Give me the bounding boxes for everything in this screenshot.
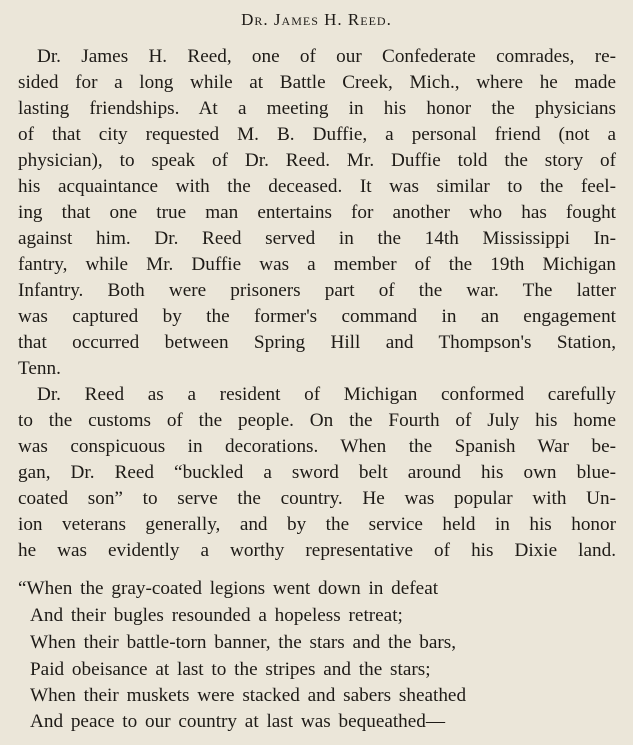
paragraph-2-line: he was evidently a worthy representative of his Dixie land. (18, 540, 616, 561)
paragraph-1-line: Tenn. (18, 358, 61, 379)
paragraph-2-line: to the customs of the people. On the Fourth of July his home (18, 410, 616, 431)
paragraph-1-line: against him. Dr. Reed served in the 14th Mississippi In- (18, 228, 616, 249)
paragraph-1-line: fantry, while Mr. Duffie was a member of the 19th Michigan (18, 254, 616, 275)
paragraph-1-line: of that city requested M. B. Duffie, a personal friend (not a (18, 124, 616, 145)
paragraph-2-line: was conspicuous in decorations. When the Spanish War be- (18, 436, 616, 457)
paragraph-1-line: Infantry. Both were prisoners part of the war. The latter (18, 280, 616, 301)
poem-line: And peace to our country at last was bequeathed— (30, 711, 446, 732)
paragraph-1-line: Dr. James H. Reed, one of our Confederate comrades, re- (37, 46, 616, 67)
paragraph-1-line: lasting friendships. At a meeting in his honor the physicians (18, 98, 616, 119)
paragraph-2-line: Dr. Reed as a resident of Michigan conformed carefully (37, 384, 616, 405)
paragraph-1-line: that occurred between Spring Hill and Thompson's Station, (18, 332, 616, 353)
poem-line: “When the gray-coated legions went down in defeat (18, 578, 439, 599)
poem-line: And their bugles resounded a hopeless retreat; (30, 605, 403, 626)
paragraph-2-line: coated son” to serve the country. He was popular with Un- (18, 488, 616, 509)
paragraph-1-line: sided for a long while at Battle Creek, Mich., where he made (18, 72, 616, 93)
paragraph-2-line: ion veterans generally, and by the service held in his honor (18, 514, 616, 535)
poem-line: Paid obeisance at last to the stripes and the stars; (30, 659, 431, 680)
paragraph-1-line: his acquaintance with the deceased. It was similar to the feel- (18, 176, 616, 197)
poem-line: When their battle-torn banner, the stars and the bars, (30, 632, 457, 653)
paragraph-2-line: gan, Dr. Reed “buckled a sword belt around his own blue- (18, 462, 616, 483)
paragraph-1-line: physician), to speak of Dr. Reed. Mr. Duffie told the story of (18, 150, 616, 171)
paragraph-1-line: was captured by the former's command in an engagement (18, 306, 616, 327)
article-title: Dr. James H. Reed. (241, 10, 392, 29)
poem-line: When their muskets were stacked and sabers sheathed (30, 685, 467, 706)
paragraph-1-line: ing that one true man entertains for another who has fought (18, 202, 616, 223)
